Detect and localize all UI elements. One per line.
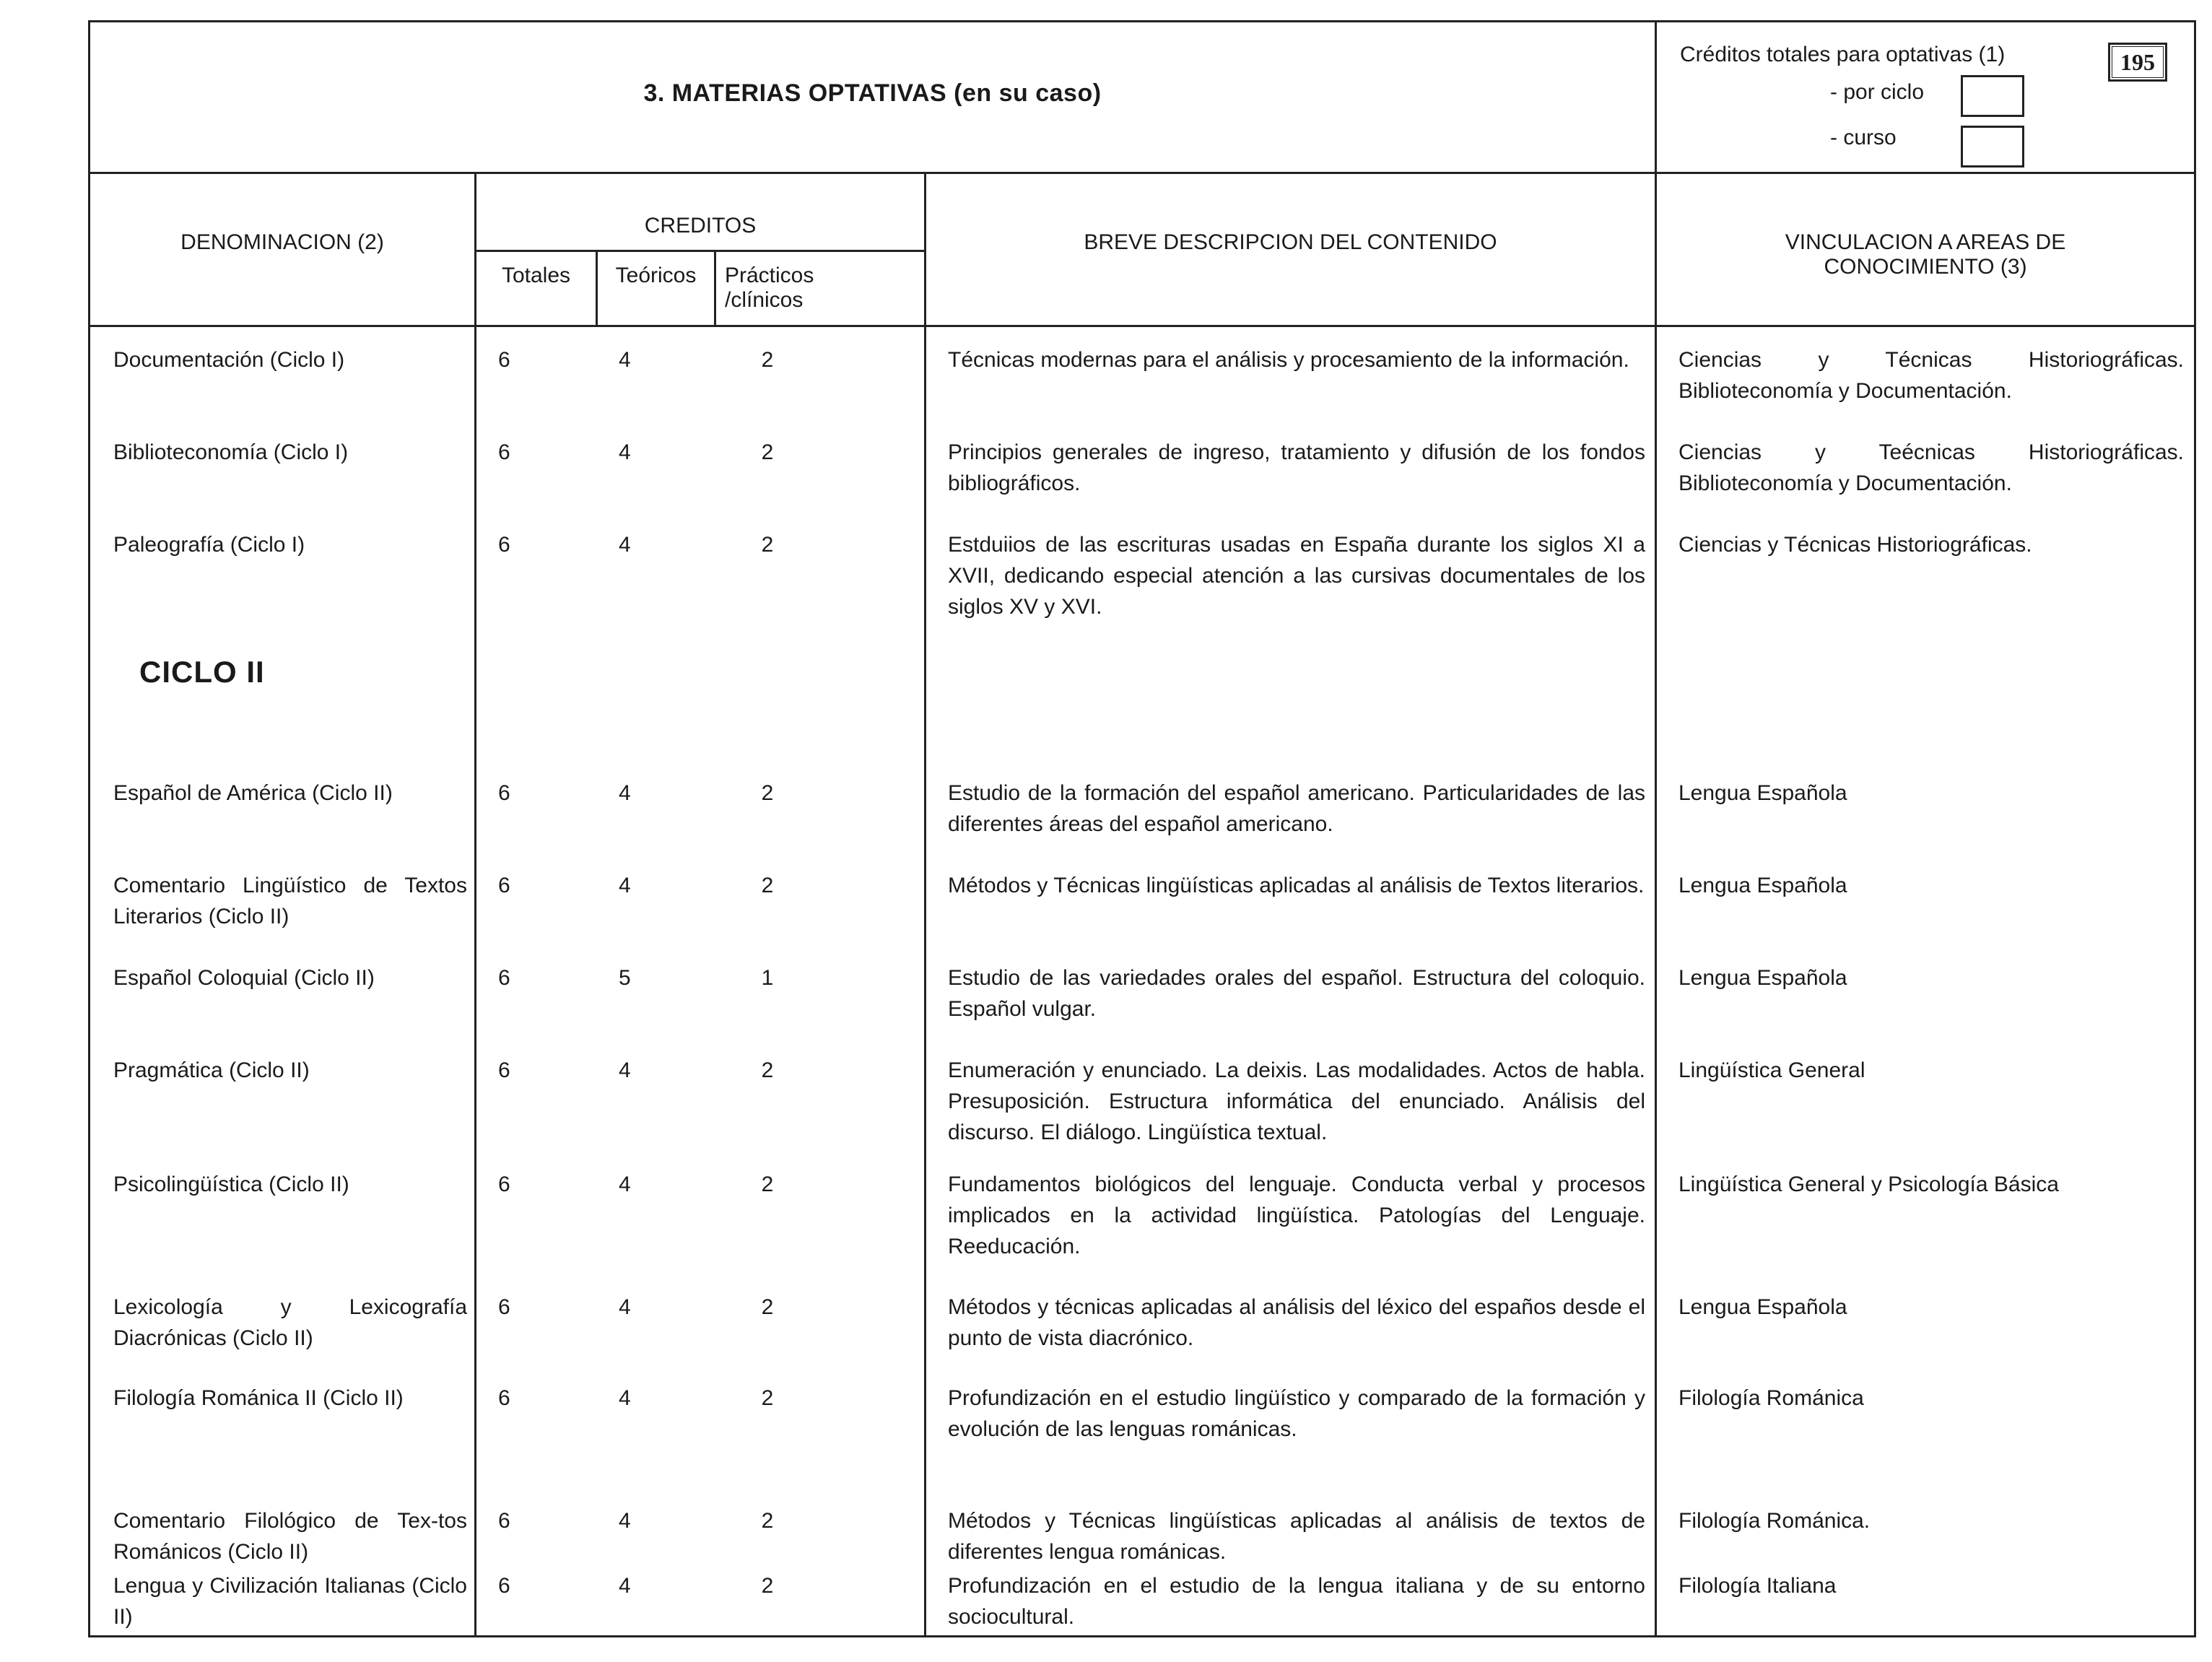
column-header-teoricos: Teóricos bbox=[598, 252, 716, 327]
column-divider bbox=[1655, 327, 1657, 1635]
row-totales: 6 bbox=[498, 1574, 510, 1598]
row-teoricos: 4 bbox=[619, 1509, 631, 1533]
por-ciclo-box bbox=[1961, 75, 2024, 117]
row-teoricos: 4 bbox=[619, 781, 631, 805]
row-denominacion: Español Coloquial (Ciclo II) bbox=[113, 966, 375, 990]
row-teoricos: 4 bbox=[619, 1574, 631, 1598]
curso-label: - curso bbox=[1830, 126, 1897, 149]
row-descripcion: Métodos y Técnicas lingüísticas aplicadas al análisis de textos de diferentes lengua románicas. bbox=[948, 1509, 1645, 1564]
row-practicos: 2 bbox=[761, 1386, 774, 1410]
row-descripcion: Estudio de la formación del español americano. Particularidades de las diferentes áreas del español americano. bbox=[948, 781, 1645, 836]
row-denominacion: Pragmática (Ciclo II) bbox=[113, 1058, 310, 1082]
table-header bbox=[90, 22, 2194, 174]
row-denominacion: Comentario Filológico de Tex-tos Románicos (Ciclo II) bbox=[113, 1509, 467, 1564]
row-denominacion: Lengua y Civilización Italianas (Ciclo II) bbox=[113, 1574, 467, 1629]
column-headers bbox=[90, 174, 2194, 327]
row-practicos: 2 bbox=[761, 1172, 774, 1196]
row-denominacion: Comentario Lingüístico de Textos Literarios (Ciclo II) bbox=[113, 874, 467, 928]
row-teoricos: 4 bbox=[619, 1172, 631, 1196]
row-denominacion: Documentación (Ciclo I) bbox=[113, 348, 345, 372]
column-header-totales: Totales bbox=[476, 252, 598, 327]
row-totales: 6 bbox=[498, 533, 510, 557]
row-practicos: 1 bbox=[761, 966, 774, 990]
row-denominacion: Psicolingüística (Ciclo II) bbox=[113, 1172, 349, 1196]
credits-summary bbox=[1657, 22, 2194, 172]
row-teoricos: 5 bbox=[619, 966, 631, 990]
row-vinculacion: Lengua Española bbox=[1678, 966, 1847, 990]
row-descripcion: Métodos y técnicas aplicadas al análisis del léxico del españos desde el punto de vista diacrónico. bbox=[948, 1295, 1645, 1350]
row-practicos: 2 bbox=[761, 781, 774, 805]
row-vinculacion: Ciencias y Teécnicas Historiográficas. Biblioteconomía y Documentación. bbox=[1678, 440, 2184, 495]
row-denominacion: Biblioteconomía (Ciclo I) bbox=[113, 440, 349, 464]
row-vinculacion: Lingüística General y Psicología Básica bbox=[1678, 1172, 2059, 1196]
row-totales: 6 bbox=[498, 781, 510, 805]
row-vinculacion: Lingüística General bbox=[1678, 1058, 1865, 1082]
row-practicos: 2 bbox=[761, 348, 774, 372]
section-title: 3. MATERIAS OPTATIVAS (en su caso) bbox=[90, 22, 1657, 172]
row-vinculacion: Lengua Española bbox=[1678, 1295, 1847, 1319]
column-header-practicos-line1: Prácticos bbox=[725, 264, 814, 287]
row-practicos: 2 bbox=[761, 874, 774, 897]
row-descripcion: Estduiios de las escrituras usadas en España durante los siglos XI a XVII, dedicando especial atención a las cursivas documentales de los siglos XV y XVI. bbox=[948, 533, 1645, 619]
row-teoricos: 4 bbox=[619, 1386, 631, 1410]
row-denominacion: Español de América (Ciclo II) bbox=[113, 781, 393, 805]
row-practicos: 2 bbox=[761, 1574, 774, 1598]
column-header-denominacion: DENOMINACION (2) bbox=[90, 174, 476, 325]
row-totales: 6 bbox=[498, 1172, 510, 1196]
row-descripcion: Fundamentos biológicos del lenguaje. Conducta verbal y procesos implicados en la actividad lingüística. Patologías del Lenguaje. Reeducación. bbox=[948, 1172, 1645, 1258]
row-totales: 6 bbox=[498, 1058, 510, 1082]
row-teoricos: 4 bbox=[619, 348, 631, 372]
row-descripcion: Métodos y Técnicas lingüísticas aplicadas al análisis de Textos literarios. bbox=[948, 874, 1645, 897]
credits-total-label: Créditos totales para optativas (1) bbox=[1680, 43, 2006, 66]
row-descripcion: Estudio de las variedades orales del español. Estructura del coloquio. Español vulgar. bbox=[948, 966, 1645, 1021]
row-practicos: 2 bbox=[761, 1058, 774, 1082]
row-totales: 6 bbox=[498, 1295, 510, 1319]
row-totales: 6 bbox=[498, 874, 510, 897]
credits-total-value: 195 bbox=[2108, 43, 2167, 82]
column-header-vinculacion: VINCULACION A AREAS DE CONOCIMIENTO (3) bbox=[1785, 230, 2066, 279]
optativas-table bbox=[88, 20, 2196, 1637]
column-header-creditos: CREDITOS bbox=[476, 174, 926, 252]
row-vinculacion: Ciencias y Técnicas Historiográficas. Biblioteconomía y Documentación. bbox=[1678, 348, 2184, 403]
row-descripcion: Principios generales de ingreso, tratamiento y difusión de los fondos bibliográficos. bbox=[948, 440, 1645, 495]
row-descripcion: Técnicas modernas para el análisis y procesamiento de la información. bbox=[948, 348, 1629, 372]
row-vinculacion: Filología Italiana bbox=[1678, 1574, 1837, 1598]
row-practicos: 2 bbox=[761, 1509, 774, 1533]
row-vinculacion: Filología Románica. bbox=[1678, 1509, 1871, 1533]
column-divider bbox=[924, 327, 926, 1635]
row-denominacion: Paleografía (Ciclo I) bbox=[113, 533, 305, 557]
row-totales: 6 bbox=[498, 440, 510, 464]
row-teoricos: 4 bbox=[619, 1295, 631, 1319]
por-ciclo-label: - por ciclo bbox=[1830, 80, 1925, 104]
column-divider bbox=[474, 327, 476, 1635]
row-totales: 6 bbox=[498, 348, 510, 372]
row-teoricos: 4 bbox=[619, 874, 631, 897]
row-totales: 6 bbox=[498, 1386, 510, 1410]
column-header-breve-descripcion: BREVE DESCRIPCION DEL CONTENIDO bbox=[926, 174, 1657, 325]
row-vinculacion: Lengua Española bbox=[1678, 874, 1847, 897]
row-descripcion: Profundización en el estudio de la lengua italiana y de su entorno sociocultural. bbox=[948, 1574, 1645, 1629]
row-vinculacion: Lengua Española bbox=[1678, 781, 1847, 805]
row-vinculacion: Filología Románica bbox=[1678, 1386, 1864, 1410]
column-header-practicos-line2: /clínicos bbox=[725, 288, 804, 312]
row-denominacion: Filología Románica II (Ciclo II) bbox=[113, 1386, 404, 1410]
row-vinculacion: Ciencias y Técnicas Historiográficas. bbox=[1678, 533, 2032, 557]
column-header-practicos bbox=[716, 252, 926, 327]
curso-box bbox=[1961, 126, 2024, 167]
row-totales: 6 bbox=[498, 1509, 510, 1533]
row-teoricos: 4 bbox=[619, 533, 631, 557]
row-teoricos: 4 bbox=[619, 440, 631, 464]
ciclo-heading: CICLO II bbox=[139, 655, 265, 689]
row-totales: 6 bbox=[498, 966, 510, 990]
row-practicos: 2 bbox=[761, 1295, 774, 1319]
row-denominacion: Lexicología y Lexicografía Diacrónicas (Ciclo II) bbox=[113, 1295, 467, 1350]
row-practicos: 2 bbox=[761, 533, 774, 557]
row-descripcion: Profundización en el estudio lingüístico y comparado de la formación y evolución de las lenguas románicas. bbox=[948, 1386, 1645, 1441]
row-descripcion: Enumeración y enunciado. La deixis. Las modalidades. Actos de habla. Presuposición. Estructura informática del enunciado. Análisis del discurso. El diálogo. Lingüística textual. bbox=[948, 1058, 1645, 1144]
row-practicos: 2 bbox=[761, 440, 774, 464]
row-teoricos: 4 bbox=[619, 1058, 631, 1082]
